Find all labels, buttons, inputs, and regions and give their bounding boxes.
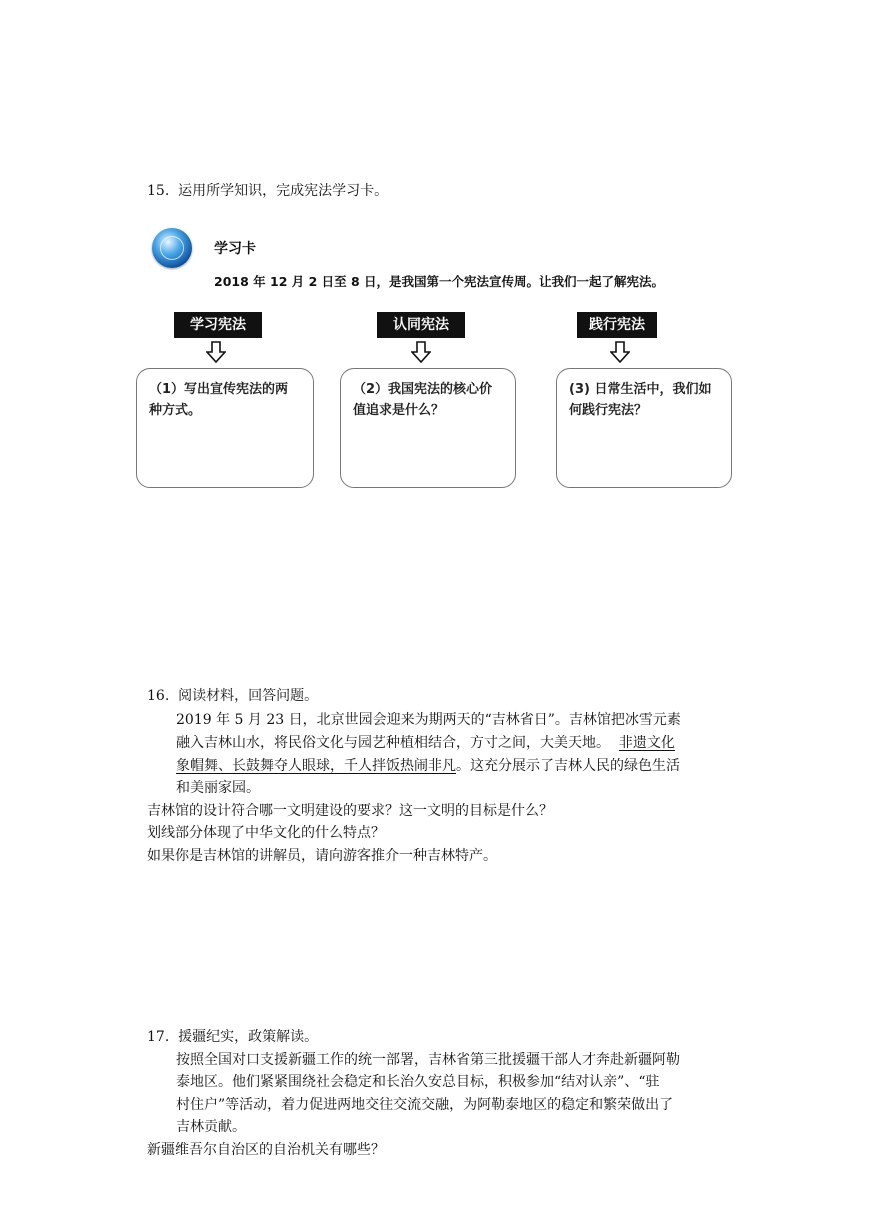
question-3-line1: (3) 日常生活中，我们如	[569, 382, 712, 397]
question-box-1	[136, 368, 314, 488]
q17-para-line2: 泰地区。他们紧紧围绕社会稳定和长治久安总目标，积极参加“结对认亲”、“驻	[176, 1074, 660, 1090]
tag-identify-constitution: 认同宪法	[377, 312, 465, 338]
question-3-line2: 何践行宪法？	[569, 403, 648, 418]
q16-number: 16.	[147, 688, 170, 704]
q16-question-2: 划线部分体现了中华文化的什么特点？	[147, 825, 385, 841]
q16-para-line2	[176, 733, 675, 753]
card-title: 学习卡	[214, 241, 256, 257]
down-arrow-icon	[610, 341, 630, 363]
study-card	[134, 222, 744, 504]
tag-practice-constitution: 践行宪法	[577, 312, 657, 338]
q15-heading	[147, 181, 388, 201]
question-box-2	[340, 368, 516, 488]
tag-learn-constitution: 学习宪法	[174, 312, 262, 338]
q16-para-line3-text: 。这充分展示了吉林人民的绿色生活	[456, 758, 680, 774]
q16-stem: 阅读材料，回答问题。	[178, 688, 319, 704]
q16-question-3: 如果你是吉林馆的讲解员，请向游客推介一种吉林特产。	[147, 848, 497, 864]
q17-para-line1: 按照全国对口支援新疆工作的统一部署，吉林省第三批援疆干部人才奔赴新疆阿勒	[176, 1052, 680, 1068]
q16-underlined-text-2: 象帽舞、长鼓舞夺人眼球，千人拌饭热闹非凡	[176, 758, 456, 774]
question-2-line1: （2）我国宪法的核心价	[353, 382, 493, 397]
down-arrow-icon	[411, 341, 431, 363]
card-intro: 2018 年 12 月 2 日至 8 日，是我国第一个宪法宣传周。让我们一起了解宪法。	[214, 274, 665, 289]
globe-icon	[152, 228, 192, 268]
question-box-3	[556, 368, 732, 488]
q16-question-1: 吉林馆的设计符合哪一文明建设的要求？这一文明的目标是什么？	[147, 803, 553, 819]
q15-stem: 运用所学知识，完成宪法学习卡。	[178, 183, 389, 199]
q17-para-line3: 村住户”等活动，着力促进两地交往交流交融，为阿勒泰地区的稳定和繁荣做出了	[176, 1097, 674, 1113]
q16-para-line4: 和美丽家园。	[176, 780, 260, 796]
down-arrow-icon	[206, 341, 226, 363]
q17-number: 17.	[147, 1029, 170, 1045]
q16-para-line3	[176, 756, 680, 776]
question-1-line2: 种方式。	[149, 403, 202, 418]
q16-underlined-text-1: 非遗文化	[618, 735, 675, 751]
q17-question-1: 新疆维吾尔自治区的自治机关有哪些？	[147, 1142, 385, 1158]
q17-para-line4: 吉林贡献。	[176, 1119, 246, 1135]
q15-number: 15.	[147, 183, 170, 199]
q16-heading	[147, 686, 318, 706]
q17-heading	[147, 1027, 318, 1047]
q16-para-line2-text: 融入吉林山水，将民俗文化与园艺种植相结合，方寸之间，大美天地。	[176, 735, 610, 751]
q17-stem: 援疆纪实，政策解读。	[178, 1029, 319, 1045]
question-1-line1: （1）写出宣传宪法的两	[149, 382, 289, 397]
question-2-line2: 值追求是什么？	[353, 403, 445, 418]
q16-para-line1: 2019 年 5 月 23 日，北京世园会迎来为期两天的“吉林省日”。吉林馆把冰雪元素	[176, 712, 681, 728]
